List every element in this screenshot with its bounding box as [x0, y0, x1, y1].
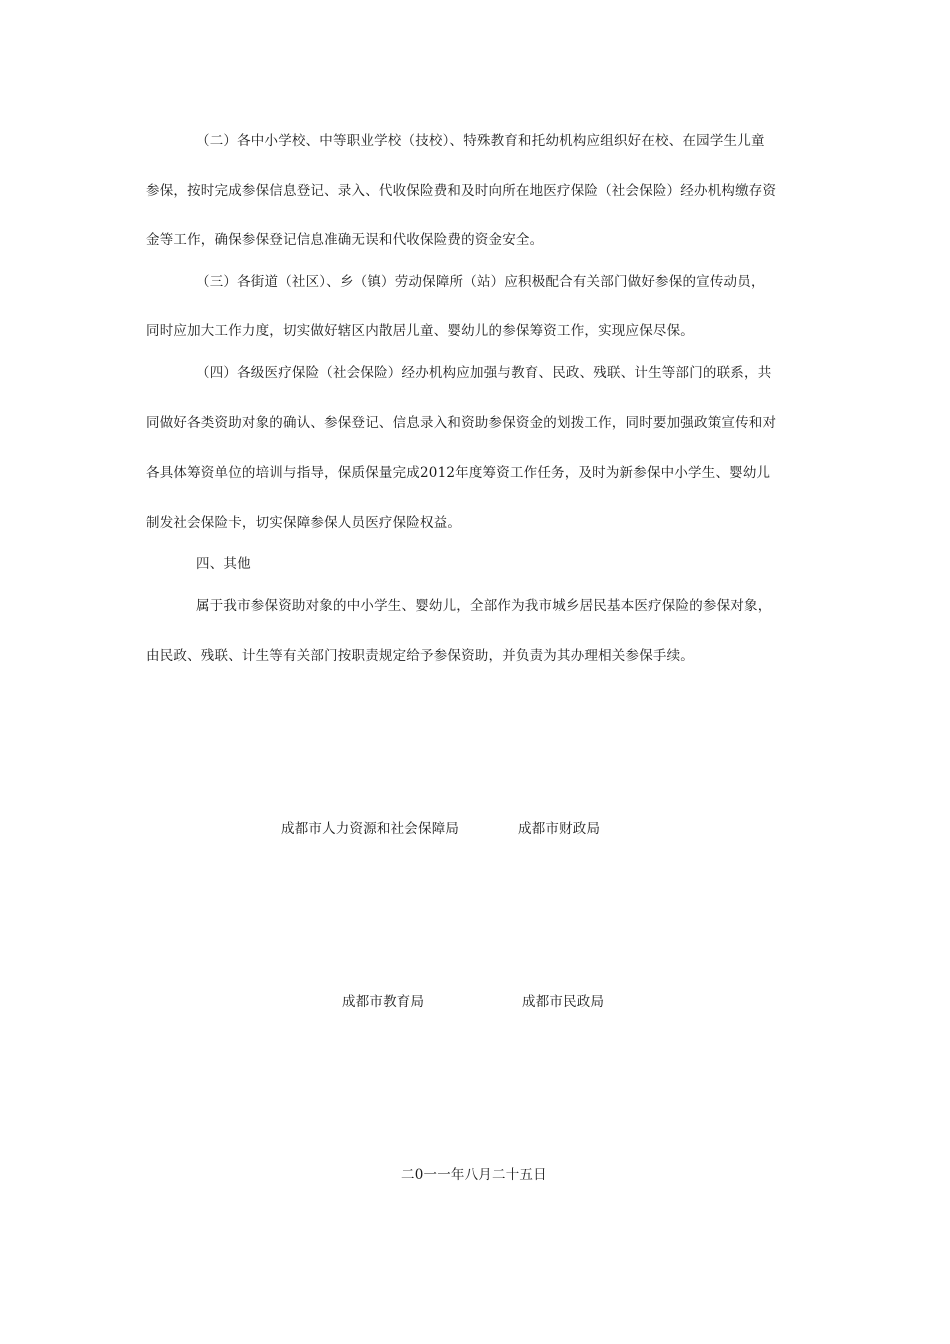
paragraph-5-line-2: 由民政、残联、计生等有关部门按职责规定给予参保资助，并负责为其办理相关参保手续。	[146, 648, 694, 664]
signature-org-education: 成都市教育局	[342, 994, 425, 1010]
paragraph-2-line-1: （二）各中小学校、中等职业学校（技校）、特殊教育和托幼机构应组织好在校、在园学生儿童	[196, 133, 765, 149]
signature-org-hrss: 成都市人力资源和社会保障局	[281, 821, 460, 837]
signature-org-civil-affairs: 成都市民政局	[522, 994, 605, 1010]
paragraph-2-line-3: 金等工作，确保参保登记信息准确无误和代收保险费的资金安全。	[146, 232, 544, 248]
signature-org-finance: 成都市财政局	[518, 821, 601, 837]
section-4-heading: 四、其他	[196, 556, 251, 572]
paragraph-4-line-2: 同做好各类资助对象的确认、参保登记、信息录入和资助参保资金的划拨工作，同时要加强政策宣传和对	[146, 415, 777, 431]
paragraph-3-line-1: （三）各街道（社区）、乡（镇）劳动保障所（站）应积极配合有关部门做好参保的宣传动员，	[196, 274, 765, 290]
paragraph-4-line-3: 各具体筹资单位的培训与指导，保质保量完成2012年度筹资工作任务，及时为新参保中小学生、婴幼儿	[146, 465, 771, 481]
paragraph-2-line-2: 参保，按时完成参保信息登记、录入、代收保险费和及时向所在地医疗保险（社会保险）经办机构缴存资	[146, 183, 777, 199]
paragraph-4-line-4: 制发社会保险卡，切实保障参保人员医疗保险权益。	[146, 515, 462, 531]
paragraph-4-line-1: （四）各级医疗保险（社会保险）经办机构应加强与教育、民政、残联、计生等部门的联系，共	[196, 365, 772, 381]
paragraph-3-line-2: 同时应加大工作力度，切实做好辖区内散居儿童、婴幼儿的参保筹资工作，实现应保尽保。	[146, 323, 694, 339]
paragraph-5-line-1: 属于我市参保资助对象的中小学生、婴幼儿，全部作为我市城乡居民基本医疗保险的参保对象，	[196, 598, 772, 614]
document-date: 二0一一年八月二十五日	[401, 1167, 547, 1183]
